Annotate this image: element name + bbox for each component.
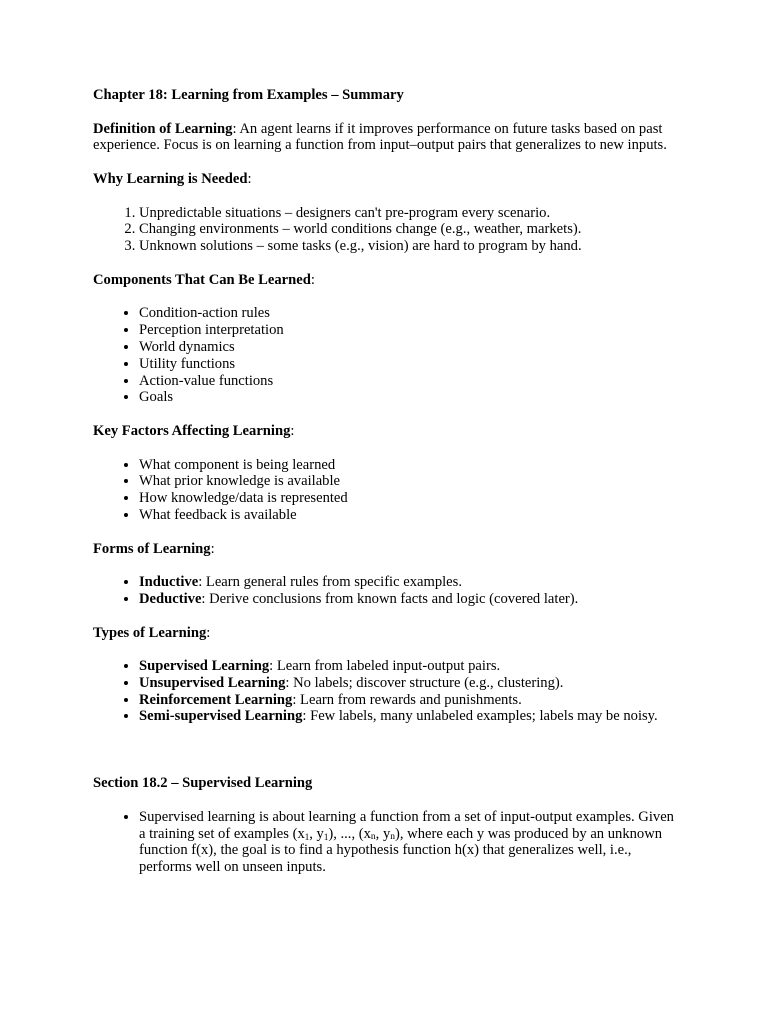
- list-item: • What feedback is available: [139, 507, 678, 524]
- forms-list: [93, 574, 678, 608]
- key-factors-list: [93, 457, 678, 524]
- list-item: • Reinforcement Learning: Learn from rewards and punishments.: [139, 692, 678, 709]
- forms-heading: Forms of Learning:: [93, 540, 215, 557]
- why-needed-heading: Why Learning is Needed:: [93, 170, 252, 187]
- list-item: • Deductive: Derive conclusions from known facts and logic (covered later).: [139, 591, 678, 608]
- definition-label: Definition of Learning: [93, 120, 233, 137]
- types-list: [93, 658, 678, 725]
- definition-text: : An agent learns if it improves performance on future tasks based on past experience. Focus is on learning a function from input–output pairs that generalizes to new inputs.: [93, 120, 667, 154]
- list-item: • What component is being learned: [139, 457, 678, 474]
- definition-paragraph: [93, 121, 678, 155]
- section-18-2-title: Section 18.2 – Supervised Learning: [93, 775, 313, 792]
- section-18-2-list: [93, 809, 678, 876]
- list-item: • Supervised Learning: Learn from labeled input-output pairs.: [139, 658, 678, 675]
- list-item: • Inductive: Learn general rules from specific examples.: [139, 574, 678, 591]
- list-item: • World dynamics: [139, 339, 678, 356]
- list-item: • Goals: [139, 389, 678, 406]
- list-item: • Perception interpretation: [139, 322, 678, 339]
- list-item: • What prior knowledge is available: [139, 473, 678, 490]
- list-item: • Utility functions: [139, 356, 678, 373]
- components-heading: Components That Can Be Learned:: [93, 271, 315, 288]
- key-factors-heading: Key Factors Affecting Learning:: [93, 422, 295, 439]
- list-item: 2. Changing environments – world conditions change (e.g., weather, markets).: [139, 221, 678, 238]
- list-item: • How knowledge/data is represented: [139, 490, 678, 507]
- list-item: • Supervised learning is about learning a function from a set of input-output examples. Given a training set of examples ($x_1$, $y_1$), ..., ($x_n$, $y_n$), where each y was produced by an unknown function f(x), the goal is to find a hypothesis function h(x) that generalizes well, i.e., performs well on unseen inputs.: [139, 809, 678, 876]
- document-title: Chapter 18: Learning from Examples – Summary: [93, 87, 404, 103]
- types-heading: Types of Learning:: [93, 624, 211, 641]
- list-item: • Action-value functions: [139, 373, 678, 390]
- components-list: [93, 305, 678, 406]
- list-item: • Condition-action rules: [139, 305, 678, 322]
- list-item: • Semi-supervised Learning: Few labels, many unlabeled examples; labels may be noisy.: [139, 708, 678, 725]
- document-page: [93, 87, 678, 876]
- list-item: • Unsupervised Learning: No labels; discover structure (e.g., clustering).: [139, 675, 678, 692]
- why-needed-list: [93, 205, 678, 255]
- list-item: 1. Unpredictable situations – designers can't pre-program every scenario.: [139, 205, 678, 222]
- list-item: 3. Unknown solutions – some tasks (e.g., vision) are hard to program by hand.: [139, 238, 678, 255]
